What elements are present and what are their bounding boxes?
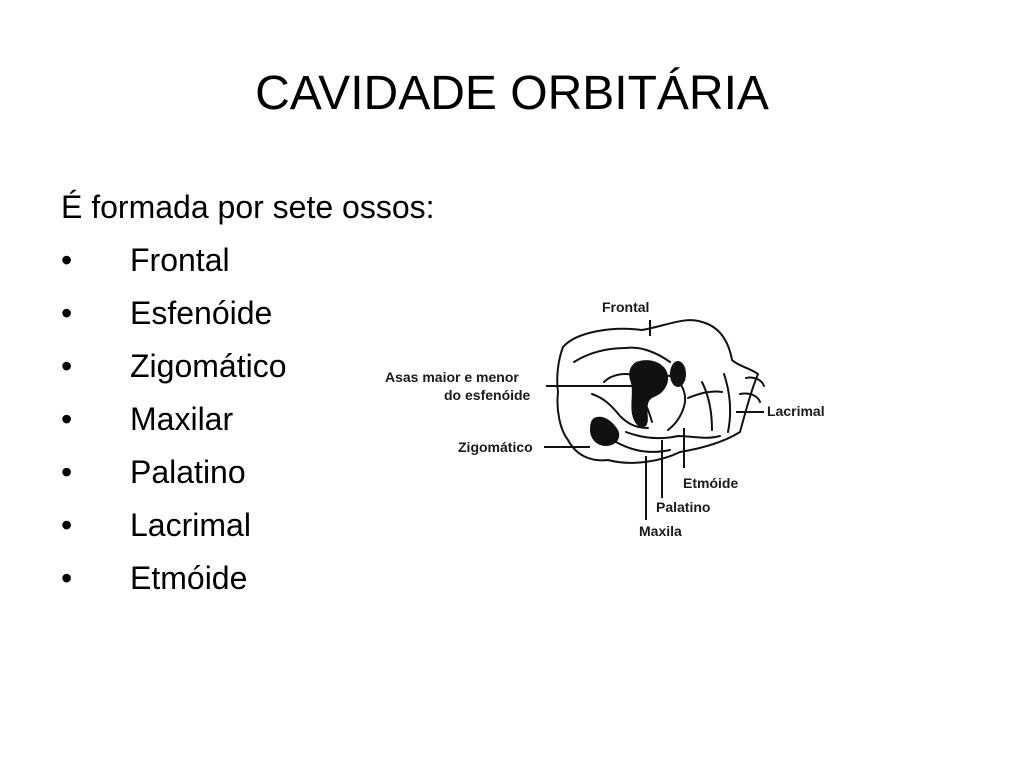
- lacrimal-suture: [688, 374, 730, 432]
- bullet-icon: •: [61, 348, 73, 384]
- label-palatino: Palatino: [656, 499, 711, 515]
- orbit-diagram: [380, 290, 840, 550]
- bone-label: Zigomático: [130, 348, 287, 384]
- bone-label: Palatino: [130, 454, 246, 490]
- intro-text: É formada por sete ossos:: [61, 189, 435, 225]
- bone-label: Frontal: [130, 242, 230, 278]
- bullet-icon: •: [61, 295, 73, 331]
- maxilla-suture: [616, 432, 720, 452]
- bone-label: Etmóide: [130, 560, 248, 596]
- bullet-icon: •: [61, 242, 73, 278]
- bone-label: Esfenóide: [130, 295, 273, 331]
- label-frontal: Frontal: [602, 299, 650, 315]
- label-asas-line1: Asas maior e menor: [385, 369, 519, 385]
- superior-fissure-fill: [629, 360, 668, 427]
- label-asas-line2: do esfenóide: [444, 387, 531, 403]
- bullet-icon: •: [61, 401, 73, 437]
- label-lacrimal: Lacrimal: [767, 403, 825, 419]
- frontal-suture: [574, 348, 670, 362]
- zygomatic-region-fill: [590, 417, 619, 446]
- label-maxila: Maxila: [639, 523, 682, 539]
- label-zigomatico: Zigomático: [458, 439, 533, 455]
- optic-foramen-fill: [670, 361, 686, 387]
- bone-label: Maxilar: [130, 401, 234, 437]
- bullet-icon: •: [61, 507, 73, 543]
- bullet-icon: •: [61, 560, 73, 596]
- bullet-icon: •: [61, 454, 73, 490]
- slide-title: CAVIDADE ORBITÁRIA: [255, 67, 769, 120]
- bone-label: Lacrimal: [130, 507, 251, 543]
- label-etmoide: Etmóide: [683, 475, 739, 491]
